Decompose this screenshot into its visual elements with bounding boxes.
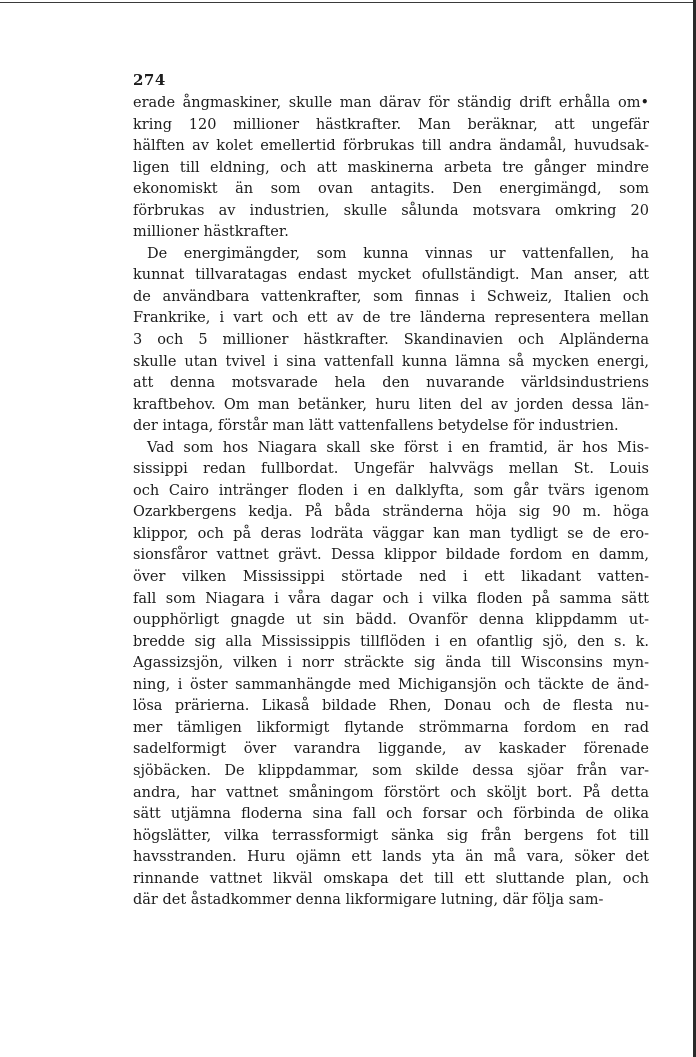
text-line: hälften av kolet emellertid förbrukas till andra ändamål, huvudsak-	[133, 138, 649, 155]
paragraph	[133, 244, 649, 438]
text-line: ning, i öster sammanhängde med Michigansjön och täckte de änd-	[133, 676, 649, 693]
text-line: oupphörligt gnagde ut sin bädd. Ovanför denna klippdamm ut-	[133, 612, 649, 629]
text-line: Frankrike, i vart och ett av de tre länderna representera mellan	[133, 310, 649, 327]
text-line: Vad som hos Niagara skall ske först i en framtid, är hos Mis-	[147, 439, 649, 456]
text-line: och Cairo intränger floden i en dalklyfta, som går tvärs igenom	[133, 482, 649, 499]
text-line: havsstranden. Huru ojämn ett lands yta än må vara, söker det	[133, 849, 649, 866]
text-line: Ozarkbergens kedja. På båda stränderna höja sig 90 m. höga	[133, 504, 649, 521]
text-line: bredde sig alla Mississippis tillflöden i en ofantlig sjö, den s. k.	[133, 633, 649, 650]
scan-edge-line	[0, 2, 696, 3]
body-text	[133, 93, 649, 912]
text-line: där det åstadkommer denna likformigare lutning, där följa sam-	[133, 892, 604, 909]
text-line: sätt utjämna floderna sina fall och forsar och förbinda de olika	[133, 806, 649, 823]
document-page	[133, 70, 649, 912]
text-line: att denna motsvarade hela den nuvarande världsindustriens	[133, 375, 649, 392]
text-line: klippor, och på deras lodräta väggar kan man tydligt se de ero-	[133, 525, 649, 542]
text-line: fall som Niagara i våra dagar och i vilka floden på samma sätt	[133, 590, 649, 607]
text-line: kunnat tillvaratagas endast mycket ofullständigt. Man anser, att	[133, 267, 649, 284]
text-line: över vilken Mississippi störtade ned i ett likadant vatten-	[133, 569, 649, 586]
text-line: ekonomiskt än som ovan antagits. Den energimängd, som	[133, 181, 649, 198]
paragraph	[133, 438, 649, 912]
text-line: sionsfåror vattnet grävt. Dessa klippor bildade fordom en damm,	[133, 547, 649, 564]
text-line: sissippi redan fullbordat. Ungefär halvvägs mellan St. Louis	[133, 461, 649, 478]
text-line: 3 och 5 millioner hästkrafter. Skandinavien och Alpländerna	[133, 332, 649, 349]
text-line: mer tämligen likformigt flytande strömmarna fordom en rad	[133, 719, 649, 736]
text-line: skulle utan tvivel i sina vattenfall kunna lämna så mycken energi,	[133, 353, 649, 370]
text-line: millioner hästkrafter.	[133, 224, 289, 241]
text-line: sadelformigt över varandra liggande, av kaskader förenade	[133, 741, 649, 758]
text-line: de användbara vattenkrafter, som finnas i Schweiz, Italien och	[133, 288, 649, 305]
text-line: De energimängder, som kunna vinnas ur vattenfallen, ha	[147, 245, 649, 262]
text-line: ligen till eldning, och att maskinerna arbeta tre gånger mindre	[133, 159, 649, 176]
text-line: rinnande vattnet likväl omskapa det till ett sluttande plan, och	[133, 870, 649, 887]
text-line: sjöbäcken. De klippdammar, som skilde dessa sjöar från var-	[133, 762, 649, 779]
text-line: erade ångmaskiner, skulle man därav för ständig drift erhålla om•	[133, 95, 649, 111]
text-line: Agassizsjön, vilken i norr sträckte sig ända till Wisconsins myn-	[133, 655, 649, 672]
paragraph	[133, 93, 649, 244]
text-line: kring 120 millioner hästkrafter. Man beräknar, att ungefär	[133, 116, 649, 133]
text-line: andra, har vattnet småningom förstört och sköljt bort. På detta	[133, 784, 649, 801]
page-number: 274	[133, 71, 166, 89]
text-line: förbrukas av industrien, skulle sålunda motsvara omkring 20	[133, 202, 649, 219]
text-line: lösa prärierna. Likaså bildade Rhen, Donau och de flesta nu-	[133, 698, 649, 715]
text-line: der intaga, förstår man lätt vattenfallens betydelse för industrien.	[133, 418, 619, 435]
text-line: kraftbehov. Om man betänker, huru liten del av jorden dessa län-	[133, 396, 649, 413]
text-line: högslätter, vilka terrassformigt sänka sig från bergens fot till	[133, 827, 649, 844]
